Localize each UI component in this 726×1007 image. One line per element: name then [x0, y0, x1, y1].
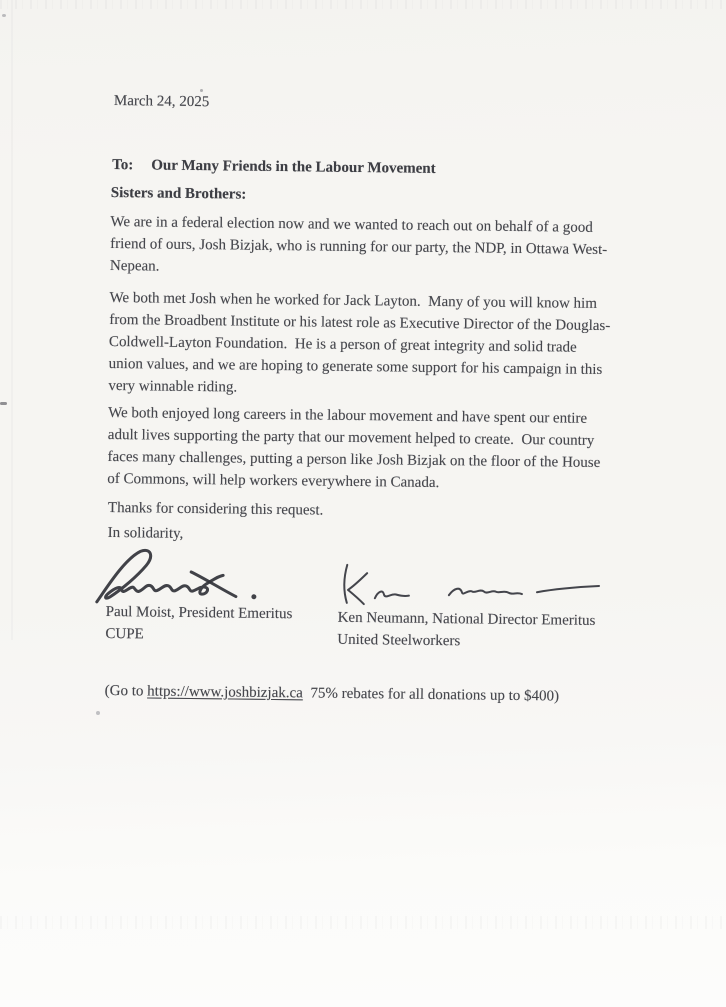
to-label: To: — [112, 156, 134, 174]
closing-thanks: Thanks for considering this request. — [107, 499, 324, 519]
signer-name-paul-moist: Paul Moist, President Emeritus — [105, 603, 293, 623]
salutation: Sisters and Brothers: — [110, 184, 247, 203]
signer-org-united-steelworkers: United Steelworkers — [337, 631, 461, 650]
letter-date: March 24, 2025 — [113, 93, 210, 111]
paul-moist-signature — [94, 547, 275, 607]
campaign-url-link[interactable]: https://www.joshbizjak.ca — [147, 683, 303, 702]
to-recipient: Our Many Friends in the Labour Movement — [151, 157, 436, 177]
ken-neumann-signature — [336, 563, 612, 610]
paragraph-appeal: We both enjoyed long careers in the labour movement and have spent our entire adult lives supporting the party that our movement helped to create. Our country faces many challenges, putting a person like Josh Bizjak on the floor of the House of Commons, will help workers everywhere in Canada. — [107, 404, 601, 492]
signer-org-cupe: CUPE — [105, 625, 144, 643]
closing-salutation: In solidarity, — [107, 524, 184, 542]
paragraph-intro: We are in a federal election now and we wanted to reach out on behalf of a good friend of ours, Josh Bizjak, who is running for our party, the NDP, in Ottawa West- Nepean. — [109, 213, 608, 275]
recipient-line — [112, 154, 436, 180]
signer-name-ken-neumann: Ken Neumann, National Director Emeritus — [337, 609, 596, 629]
paragraph-background: We both met Josh when he worked for Jack Layton. Many of you will know him from the Broadbent Institute or his latest role as Executive Director of the Douglas- Coldwell-Layton Foundation. He is a person of great integrity and solid trade union values, and we are hoping to generate some support for his campaign in this very winnable riding. — [108, 289, 611, 396]
donation-note-suffix: 75% rebates for all donations up to $400) — [302, 685, 560, 705]
donation-note — [105, 680, 560, 708]
donation-note-prefix: (Go to — [104, 682, 148, 700]
